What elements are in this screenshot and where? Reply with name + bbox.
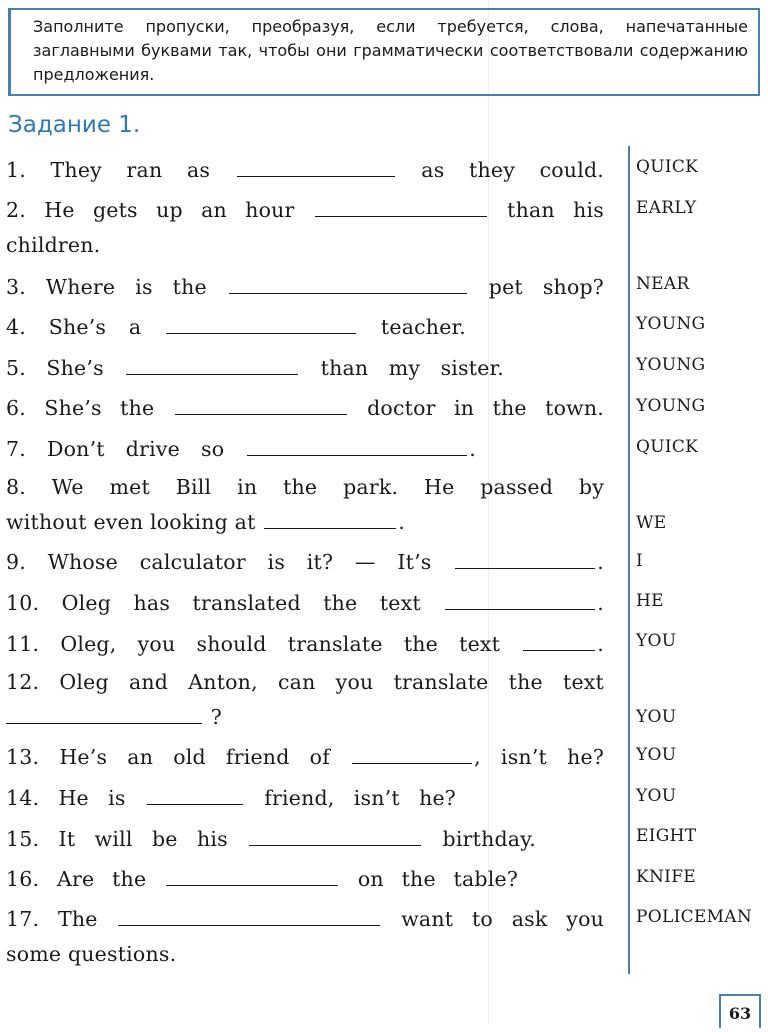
sentence-text: children. — [6, 233, 101, 257]
task-title: Задание 1. — [8, 112, 141, 138]
sentence-3 — [6, 270, 604, 305]
sentence-text: friend, isn’t he? — [264, 786, 457, 810]
sentence-10 — [6, 586, 604, 621]
sentence-text: , isn’t he? — [474, 745, 605, 769]
hint-word-2: EARLY — [636, 198, 697, 218]
sentence-text: than his — [507, 198, 604, 222]
sentence-text: 6. She’s the — [6, 396, 155, 420]
sentence-text: 3. Where is the — [6, 275, 207, 299]
answer-blank[interactable] — [229, 273, 467, 294]
answer-blank[interactable] — [6, 703, 202, 724]
sentence-text: . — [469, 437, 476, 461]
sentence-text: than my sister. — [320, 356, 504, 380]
sentence-11 — [6, 627, 604, 662]
sentence-16 — [6, 862, 518, 897]
answer-blank[interactable] — [175, 394, 347, 415]
sentence-text: 8. We met Bill in the park. He passed by — [6, 475, 604, 499]
answer-blank[interactable] — [147, 784, 243, 805]
sentence-17 — [6, 902, 604, 972]
sentence-text: doctor in the town. — [367, 396, 604, 420]
sentence-7 — [6, 432, 476, 467]
hint-word-13: YOU — [636, 745, 677, 765]
answer-blank[interactable] — [166, 313, 356, 334]
answer-blank[interactable] — [126, 354, 298, 375]
sentence-text: without even looking at — [6, 510, 256, 534]
instructions-box — [8, 8, 760, 96]
sentence-1 — [6, 153, 604, 188]
sentence-8 — [6, 470, 604, 540]
sentence-text: 12. Oleg and Anton, can you translate the text — [6, 670, 604, 694]
hint-word-9: I — [636, 551, 644, 571]
hint-word-10: HE — [636, 591, 664, 611]
sentence-text: teacher. — [380, 315, 466, 339]
sentence-4 — [6, 310, 466, 345]
answer-blank[interactable] — [118, 905, 380, 926]
sentence-text: . — [398, 510, 405, 534]
sentence-text: 7. Don’t drive so — [6, 437, 225, 461]
sentence-text: 10. Oleg has translated the text — [6, 591, 421, 615]
answer-blank[interactable] — [249, 825, 421, 846]
sentence-text: 14. He is — [6, 786, 126, 810]
answer-blank[interactable] — [166, 865, 338, 886]
sentence-text: 17. The — [6, 907, 98, 931]
sentence-text: 15. It will be his — [6, 827, 228, 851]
answer-blank[interactable] — [352, 743, 472, 764]
answer-blank[interactable] — [264, 508, 396, 529]
sentence-text: on the table? — [357, 867, 519, 891]
sentence-12 — [6, 665, 604, 735]
sentence-9 — [6, 545, 604, 580]
sentence-text: 11. Oleg, you should translate the text — [6, 632, 501, 656]
hint-word-7: QUICK — [636, 437, 699, 457]
sentence-text: 13. He’s an old friend of — [6, 745, 330, 769]
instructions-text: Заполните пропуски, преобразуя, если требуется, слова, напечатанные заглавными буквами так, чтобы они грамматически соответствовали содержанию предложения. — [33, 17, 748, 84]
hint-word-5: YOUNG — [636, 355, 706, 375]
sentence-5 — [6, 351, 504, 386]
page-number: 63 — [719, 994, 761, 1028]
sentence-text: birthday. — [442, 827, 536, 851]
sentence-text: 1. They ran as — [6, 158, 211, 182]
sentence-2 — [6, 193, 604, 263]
sentence-text: some questions. — [6, 942, 177, 966]
hint-word-14: YOU — [636, 786, 677, 806]
sentence-15 — [6, 822, 536, 857]
sentence-text: . — [597, 550, 604, 574]
hint-word-16: KNIFE — [636, 867, 696, 887]
hint-word-8: WE — [636, 513, 667, 533]
hint-word-3: NEAR — [636, 274, 690, 294]
sentence-text: as they could. — [421, 158, 605, 182]
column-divider — [628, 146, 630, 974]
sentence-text: 16. Are the — [6, 867, 147, 891]
answer-blank[interactable] — [237, 156, 395, 177]
hint-word-1: QUICK — [636, 157, 699, 177]
sentence-text: . — [597, 591, 604, 615]
sentence-13 — [6, 740, 604, 775]
sentence-text: . — [597, 632, 604, 656]
hint-word-11: YOU — [636, 631, 677, 651]
hint-word-4: YOUNG — [636, 314, 706, 334]
hint-word-15: EIGHT — [636, 826, 697, 846]
sentence-text: want to ask you — [401, 907, 605, 931]
sentence-text: 2. He gets up an hour — [6, 198, 295, 222]
answer-blank[interactable] — [523, 630, 595, 651]
sentence-text: ? — [210, 705, 222, 729]
sentence-text: 4. She’s a — [6, 315, 142, 339]
answer-blank[interactable] — [247, 435, 467, 456]
answer-blank[interactable] — [455, 548, 595, 569]
sentence-text: pet shop? — [488, 275, 604, 299]
sentence-text: 9. Whose calculator is it? — It’s — [6, 550, 432, 574]
sentence-14 — [6, 781, 456, 816]
hint-word-6: YOUNG — [636, 396, 706, 416]
hint-word-17: POLICEMAN — [636, 907, 753, 927]
answer-blank[interactable] — [315, 196, 487, 217]
sentence-6 — [6, 391, 604, 426]
sentence-text: 5. She’s — [6, 356, 104, 380]
hint-word-12: YOU — [636, 707, 677, 727]
answer-blank[interactable] — [445, 589, 595, 610]
